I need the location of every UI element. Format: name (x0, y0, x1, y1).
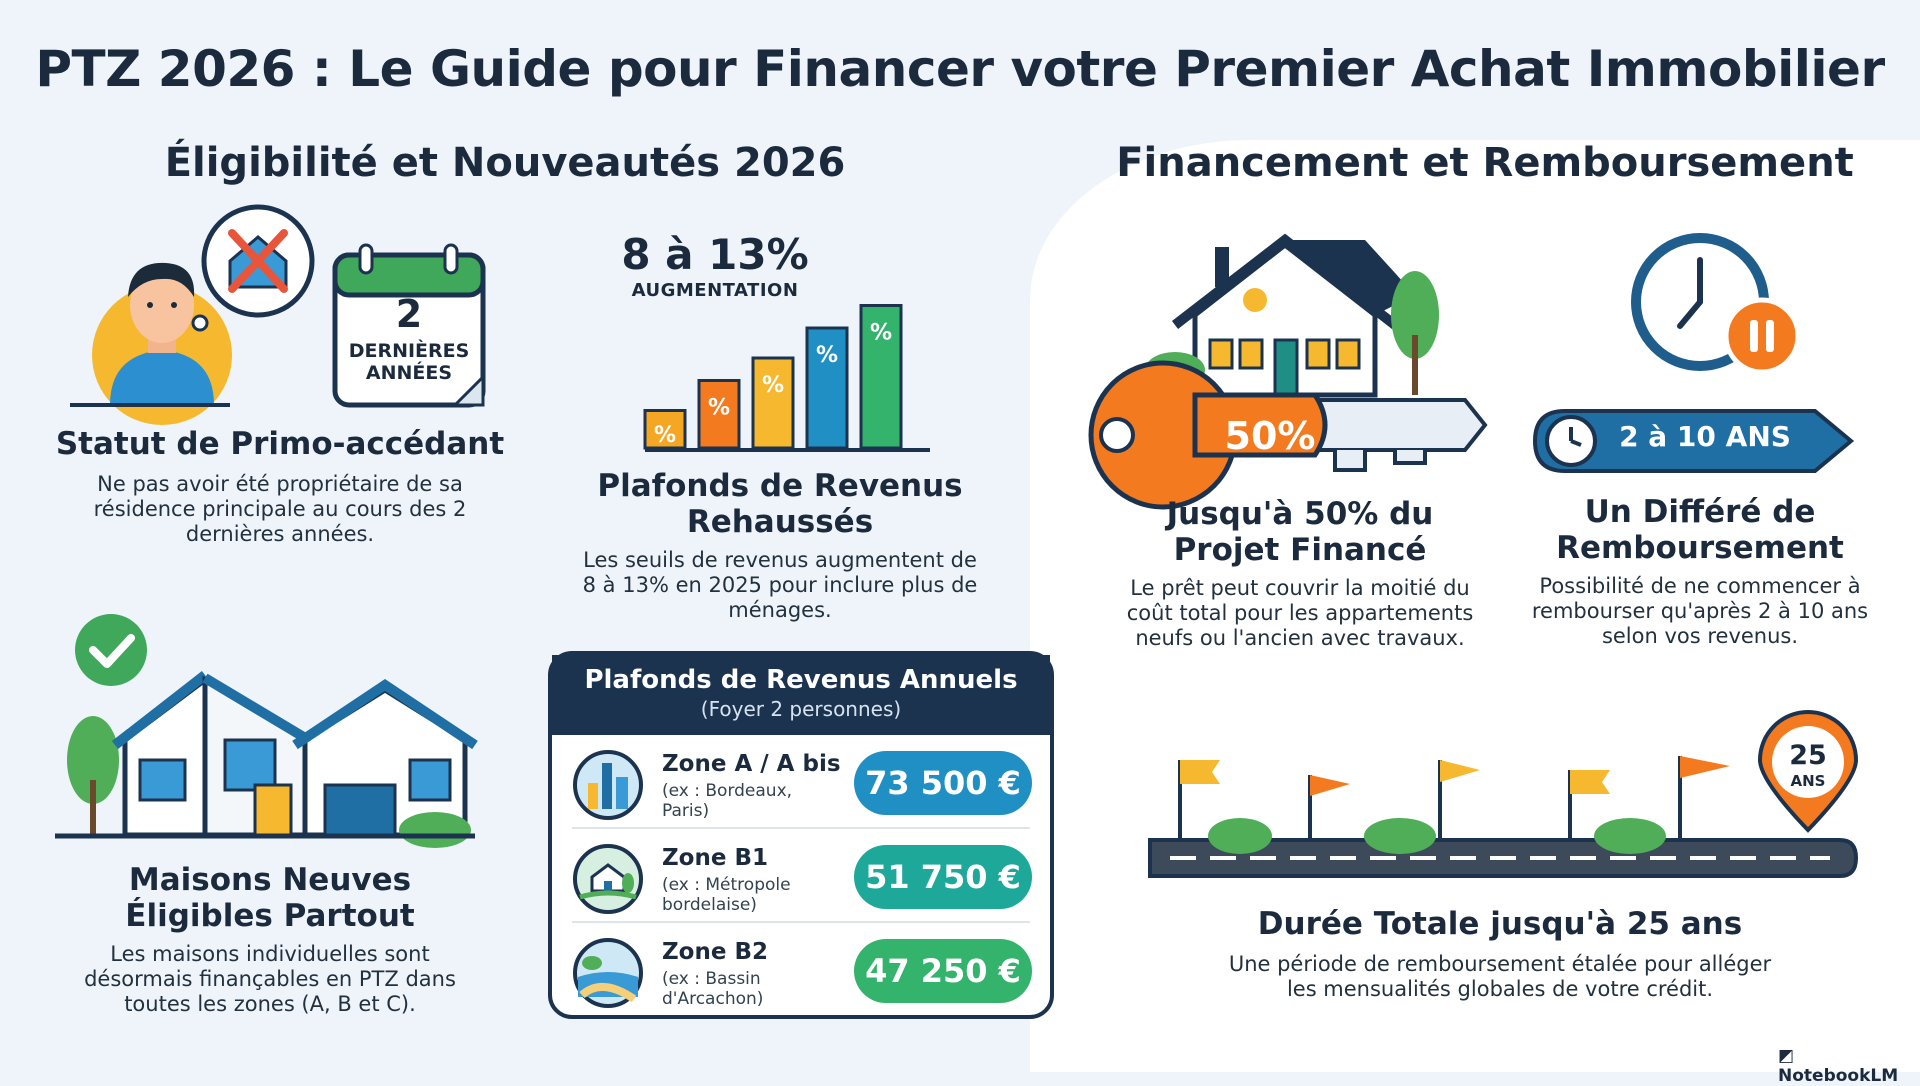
zone-example-line: (ex : Bassin (662, 969, 761, 989)
primo-text-line: résidence principale au cours des 2 (93, 497, 467, 521)
increase-bar (753, 358, 793, 448)
zone-example (662, 875, 842, 915)
increase-bar-label: % (761, 373, 785, 398)
calendar-number: 2 (395, 292, 423, 336)
table-row (552, 925, 1050, 1017)
zone-name: Zone A / A bis (662, 751, 841, 777)
duree-text-line: Une période de remboursement étalée pour alléger (1228, 952, 1772, 976)
flag-icon (1180, 760, 1220, 784)
zone-example-line: (ex : Bordeaux, Paris) (662, 781, 793, 821)
house-key-illustration (1075, 235, 1495, 505)
calendar-caption-line2: ANNÉES (365, 362, 453, 384)
maisons-illustration (55, 610, 475, 850)
suburb-house-icon (572, 843, 644, 915)
projet-text (1080, 576, 1520, 651)
check-icon (75, 614, 147, 686)
projet-text-line: Le prêt peut couvrir la moitié du (1130, 576, 1470, 600)
increase-bar-label: % (815, 343, 839, 368)
page-title: PTZ 2026 : Le Guide pour Financer votre Premier Achat Immobilier (35, 40, 1885, 98)
projet-title-line: Projet Financé (1173, 532, 1427, 568)
key-percentage: 50% (1224, 414, 1316, 458)
table-row (552, 737, 1050, 829)
plafonds-title-line: Rehaussés (686, 504, 874, 540)
beach-bay-icon (572, 937, 644, 1009)
duration-label: 2 à 10 ANS (1619, 420, 1791, 453)
increase-bar-chart (645, 285, 935, 455)
maisons-text-line: Les maisons individuelles sont (110, 942, 430, 966)
plafonds-text (570, 548, 990, 623)
left-section-heading: Éligibilité et Nouveautés 2026 (164, 140, 846, 186)
plafonds-text-line: 8 à 13% en 2025 pour inclure plus de (582, 573, 978, 597)
notebooklm-logo (1778, 1046, 1920, 1086)
road-timeline-illustration (1140, 720, 1860, 890)
zone-example-line: bordelaise) (662, 895, 757, 915)
zone-name: Zone B2 (662, 939, 768, 965)
differe-title (1480, 494, 1920, 566)
increase-bar-label: % (869, 320, 893, 346)
flag-icon (1440, 760, 1480, 782)
increase-bar-label: % (707, 395, 731, 421)
flag-icon (1680, 756, 1730, 778)
primo-text (60, 472, 500, 547)
city-skyline-icon (572, 749, 644, 821)
flag-icon (1310, 775, 1350, 796)
notebooklm-icon: ◩ (1778, 1046, 1795, 1066)
differe-text (1480, 574, 1920, 649)
projet-title-line: Jusqu'à 50% du (1166, 496, 1434, 532)
primo-title: Statut de Primo-accédant (55, 426, 505, 462)
projet-text-line: neufs ou l'ancien avec travaux. (1135, 626, 1465, 650)
projet-text-line: coût total pour les appartements (1126, 601, 1474, 625)
duree-text (1160, 952, 1840, 1002)
zone-ceiling-value: 47 250 € (854, 939, 1032, 1003)
zone-example (662, 969, 842, 1009)
maisons-title-line: Maisons Neuves (128, 862, 412, 898)
pin-number: 25 (1789, 740, 1827, 771)
projet-title (1080, 496, 1520, 568)
increase-bar-label: % (653, 423, 677, 448)
pin-unit: ANS (1790, 772, 1826, 790)
plafonds-text-line: Les seuils de revenus augmentent de (583, 548, 977, 572)
duree-title: Durée Totale jusqu'à 25 ans (1257, 906, 1743, 942)
right-section-heading: Financement et Remboursement (1116, 140, 1854, 186)
footer-brand: NotebookLM (1778, 1066, 1899, 1086)
revenue-ceilings-table (548, 651, 1054, 1019)
primo-text-line: Ne pas avoir été propriétaire de sa (97, 472, 463, 496)
zone-example (662, 781, 842, 821)
door-icon (255, 785, 291, 835)
flag-icon (1570, 770, 1610, 794)
maisons-text-line: désormais finançables en PTZ dans (84, 967, 456, 991)
table-title: Plafonds de Revenus Annuels (584, 665, 1018, 695)
zone-ceiling-value: 73 500 € (854, 751, 1032, 815)
zone-name: Zone B1 (662, 845, 768, 871)
maisons-text (60, 942, 480, 1017)
maisons-text-line: toutes les zones (A, B et C). (124, 992, 416, 1016)
plafonds-title-line: Plafonds de Revenus (597, 468, 963, 504)
pause-icon (1726, 300, 1798, 372)
zone-ceiling-value: 51 750 € (854, 845, 1032, 909)
increase-value: 8 à 13% (621, 230, 809, 279)
maisons-title (60, 862, 480, 934)
differe-text-line: selon vos revenus. (1601, 624, 1799, 648)
calendar-caption-line1: DERNIÈRES (348, 340, 470, 362)
differe-text-line: Possibilité de ne commencer à (1539, 574, 1861, 598)
table-header (552, 655, 1050, 735)
zone-example-line: (ex : Métropole (662, 875, 791, 895)
plafonds-title (560, 468, 1000, 540)
calendar-caption (335, 340, 483, 384)
table-subtitle: (Foyer 2 personnes) (700, 697, 902, 721)
maisons-title-line: Éligibles Partout (125, 898, 415, 934)
garage-icon (325, 785, 395, 835)
increase-caption: AUGMENTATION (631, 280, 799, 301)
differe-text-line: rembourser qu'après 2 à 10 ans (1531, 599, 1869, 623)
table-row (552, 831, 1050, 923)
clock-pause-illustration (1630, 230, 1810, 380)
primo-text-line: dernières années. (185, 522, 375, 546)
differe-title-line: Remboursement (1556, 530, 1844, 566)
plafonds-text-line: ménages. (728, 598, 832, 622)
differe-title-line: Un Différé de (1584, 494, 1816, 530)
duree-text-line: les mensualités globales de votre crédit. (1286, 977, 1714, 1001)
zone-example-line: d'Arcachon) (662, 989, 764, 1009)
